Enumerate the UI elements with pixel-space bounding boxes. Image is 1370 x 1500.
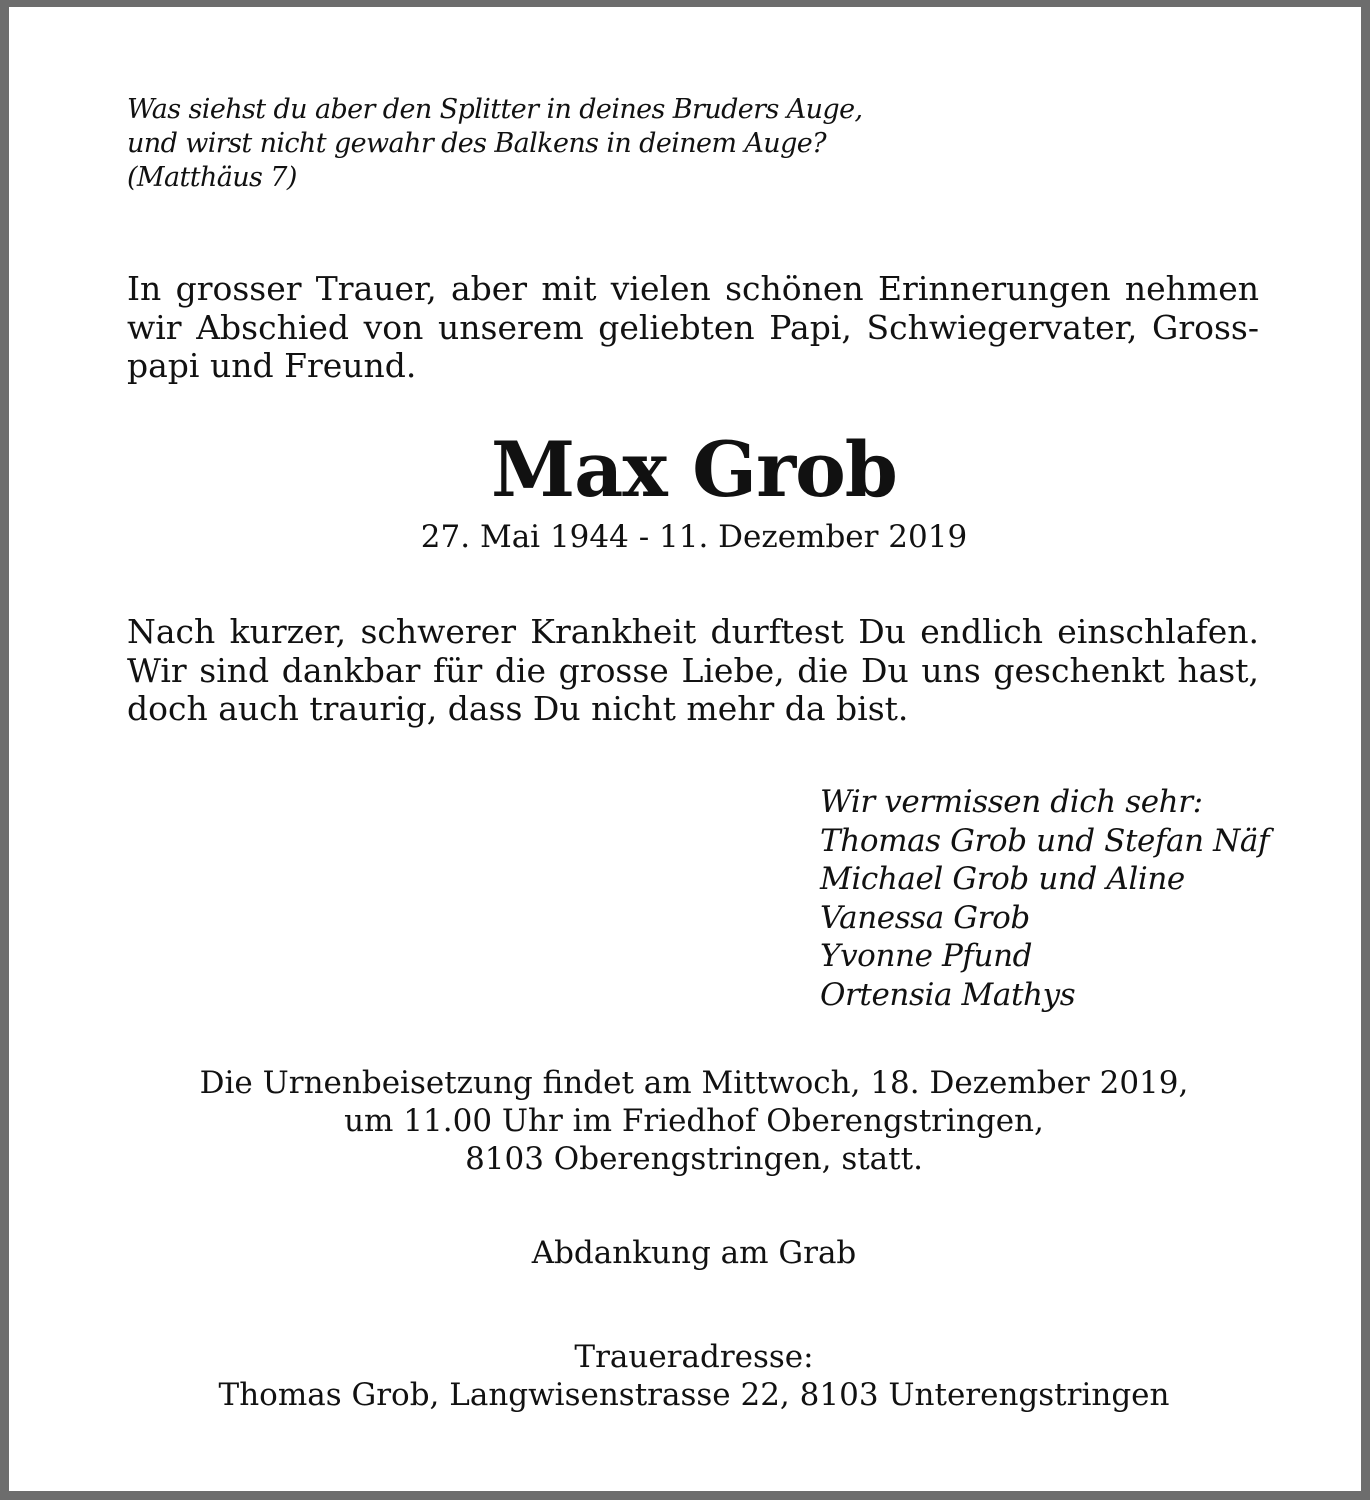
message-line: doch auch traurig, dass Du nicht mehr da bist. <box>127 689 909 728</box>
intro-line: wir Abschied von unserem geliebten Papi, Schwiegervater, Gross- <box>127 307 1259 347</box>
mourners-heading: Wir vermissen dich sehr: <box>820 784 1203 820</box>
mourner-name: Yvonne Pfund <box>820 938 1033 974</box>
mourner-name: Ortensia Mathys <box>820 976 1076 1013</box>
burial-info <box>9 1064 1370 1178</box>
mourner-name: Thomas Grob und Stefan Näf <box>820 822 1270 859</box>
intro-line: In grosser Trauer, aber mit vielen schönen Erinnerungen nehmen <box>127 269 1259 308</box>
verse-citation: (Matthäus 7) <box>127 162 297 193</box>
mourners-list <box>820 783 1269 1014</box>
life-dates: 27. Mai 1944 - 11. Dezember 2019 <box>420 519 968 555</box>
message-line: Nach kurzer, schwerer Krankheit durftest Du endlich einschlafen. <box>127 612 1259 651</box>
address-label: Traueradresse: <box>574 1339 814 1375</box>
farewell-message <box>127 613 1259 729</box>
mourner-name: Michael Grob und Aline <box>820 861 1185 897</box>
verse-line: und wirst nicht gewahr des Balkens in deinem Auge? <box>127 128 827 159</box>
ceremony-note: Abdankung am Grab <box>531 1235 857 1271</box>
address-text: Thomas Grob, Langwisenstrasse 22, 8103 Unterengstringen <box>218 1377 1170 1413</box>
burial-line: um 11.00 Uhr im Friedhof Oberengstringen, <box>344 1103 1044 1139</box>
intro-paragraph <box>127 270 1259 386</box>
verse-line: Was siehst du aber den Splitter in deines Bruders Auge, <box>127 94 863 125</box>
message-line: Wir sind dankbar für die grosse Liebe, die Du uns geschenkt hast, <box>127 650 1259 690</box>
intro-line: papi und Freund. <box>127 346 417 385</box>
bible-verse <box>127 93 862 195</box>
mourner-name: Vanessa Grob <box>820 899 1030 936</box>
burial-line: 8103 Oberengstringen, statt. <box>465 1141 923 1177</box>
burial-line: Die Urnenbeisetzung findet am Mittwoch, 18. Dezember 2019, <box>199 1065 1189 1101</box>
deceased-name: Max Grob <box>491 425 897 514</box>
mourning-address <box>9 1338 1370 1414</box>
